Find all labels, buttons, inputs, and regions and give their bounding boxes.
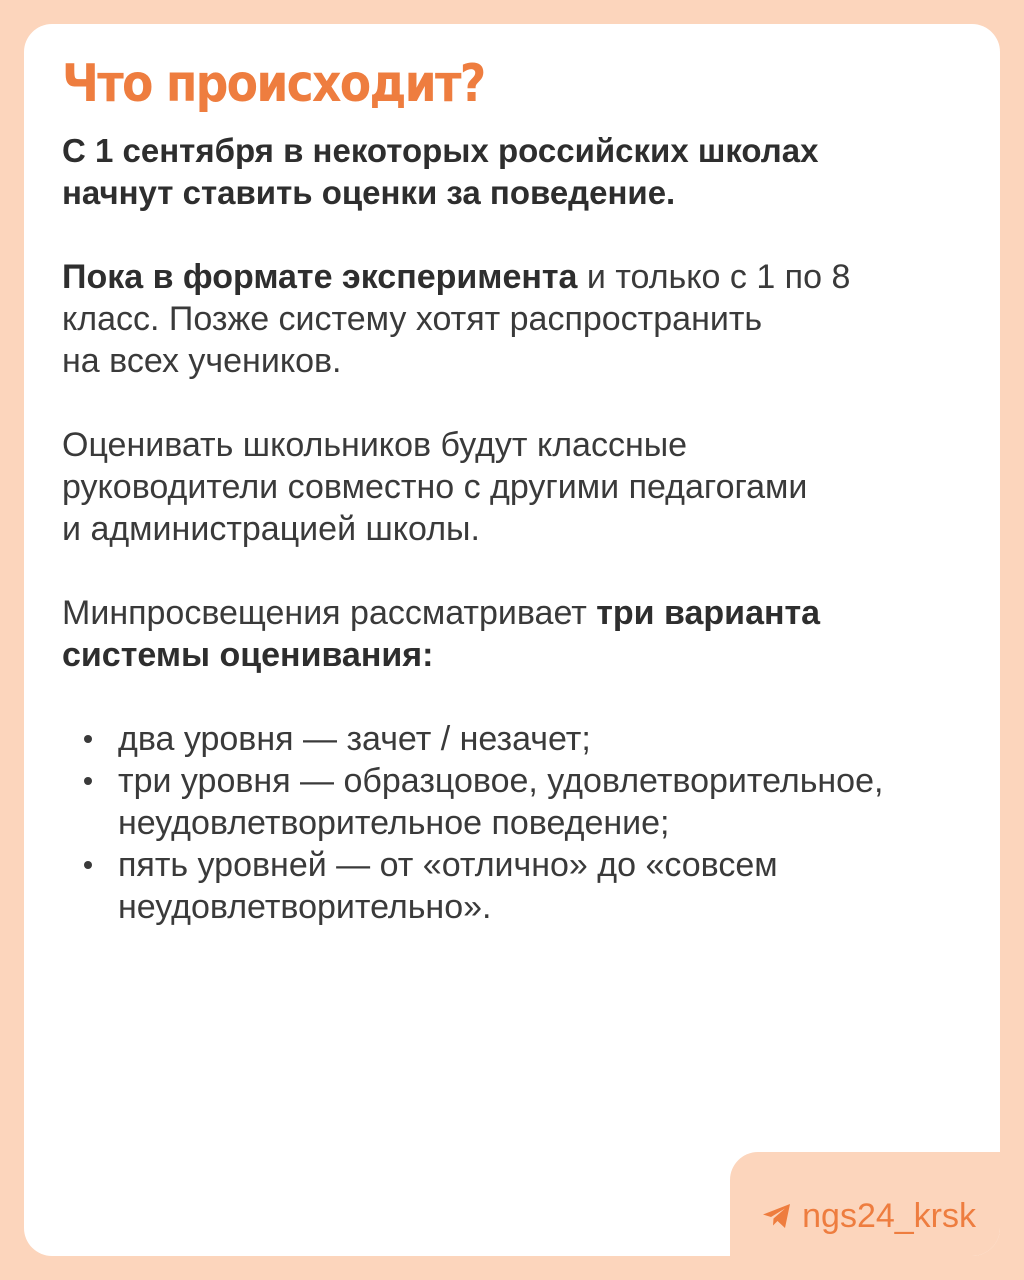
channel-handle-text: ngs24_krsk [802,1197,976,1235]
options-paragraph [62,592,972,676]
list-item-line-1: три уровня — образцовое, удовлетворительное, [118,762,884,800]
bullet-icon [84,735,92,743]
evaluators-line-2: руководители совместно с другими педагогами [62,468,808,506]
evaluators-paragraph [62,424,972,550]
experiment-line-3: на всех учеников. [62,342,342,380]
list-item [82,844,972,928]
list-item [82,760,972,844]
experiment-line-2: класс. Позже систему хотят распространить [62,300,763,338]
experiment-paragraph [62,256,972,382]
options-normal-text: Минпросвещения рассматривает [62,594,597,632]
options-bold-text-2: системы оценивания: [62,636,434,674]
evaluators-line-3: и администрацией школы. [62,510,480,548]
list-item-line-2: неудовлетворительное поведение; [118,804,670,842]
evaluators-line-1: Оценивать школьников будут классные [62,426,688,464]
options-line-2 [62,634,972,676]
experiment-bold-text: Пока в формате эксперимента [62,258,578,296]
list-item-line-1: два уровня — зачет / незачет; [118,720,591,758]
lead-paragraph [62,130,972,214]
bullet-icon [84,861,92,869]
page-title: Что происходит? [62,54,485,114]
experiment-line-1 [62,256,972,298]
telegram-icon [762,1203,792,1229]
bullet-icon [84,777,92,785]
lead-line-1: С 1 сентября в некоторых российских школах [62,132,819,169]
options-list [62,718,972,928]
channel-handle[interactable] [762,1196,976,1236]
list-item-line-1: пять уровней — от «отлично» до «совсем [118,846,778,884]
list-item-line-2: неудовлетворительно». [118,888,492,926]
options-line-1 [62,592,972,634]
options-bold-text-1: три варианта [596,594,821,632]
content-card [24,24,1000,1256]
lead-line-2: начнут ставить оценки за поведение. [62,174,676,211]
article-content [62,54,972,928]
experiment-rest-text: и только с 1 по 8 [577,258,851,296]
list-item [82,718,972,760]
